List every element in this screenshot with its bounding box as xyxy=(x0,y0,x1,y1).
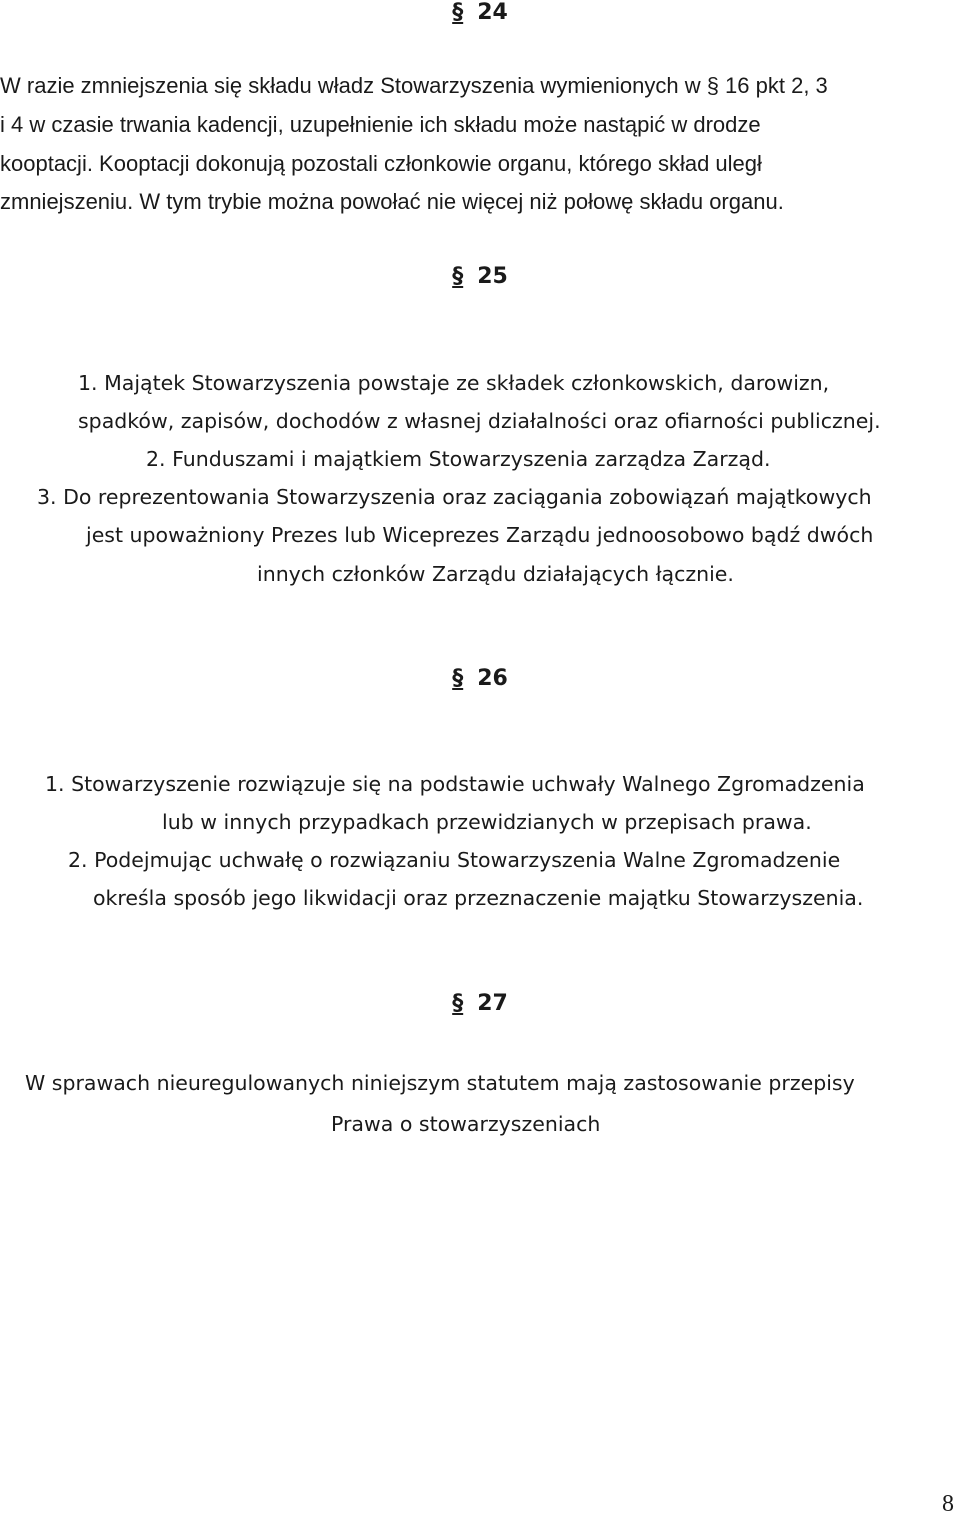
section-sign: § xyxy=(452,264,464,289)
section-heading-26 xyxy=(0,666,960,692)
list-item-line: określa sposób jego likwidacji oraz przeznaczenie majątku Stowarzyszenia. xyxy=(93,886,864,910)
section-sign: § xyxy=(452,0,464,25)
section-number: 25 xyxy=(477,264,508,289)
list-item-line: 1. Majątek Stowarzyszenia powstaje ze składek członkowskich, darowizn, xyxy=(78,371,830,395)
list-item-line: lub w innych przypadkach przewidzianych w przepisach prawa. xyxy=(162,810,812,834)
section-number: 24 xyxy=(477,0,508,25)
page-number: 8 xyxy=(942,1491,954,1517)
paragraph-line: W razie zmniejszenia się składu władz Stowarzyszenia wymienionych w § 16 pkt 2, 3 xyxy=(0,73,828,98)
list-item-line: spadków, zapisów, dochodów z własnej działalności oraz ofiarności publicznej. xyxy=(78,409,881,433)
paragraph-line: kooptacji. Kooptacji dokonują pozostali członkowie organu, którego skład uległ xyxy=(0,151,762,176)
list-item-line: 1. Stowarzyszenie rozwiązuje się na podstawie uchwały Walnego Zgromadzenia xyxy=(45,772,865,796)
section-sign: § xyxy=(452,666,464,691)
list-item-line: 3. Do reprezentowania Stowarzyszenia oraz zaciągania zobowiązań majątkowych xyxy=(37,485,872,509)
paragraph-line: i 4 w czasie trwania kadencji, uzupełnienie ich składu może nastąpić w drodze xyxy=(0,112,761,137)
section-number: 27 xyxy=(477,991,508,1016)
section-heading-25 xyxy=(0,264,960,290)
section-number: 26 xyxy=(477,666,508,691)
list-item-line: 2. Funduszami i majątkiem Stowarzyszenia zarządza Zarząd. xyxy=(146,447,771,471)
paragraph-line: zmniejszeniu. W tym trybie można powołać nie więcej niż połowę składu organu. xyxy=(0,189,784,214)
section-sign: § xyxy=(452,991,464,1016)
list-item-line: jest upoważniony Prezes lub Wiceprezes Zarządu jednoosobowo bądź dwóch xyxy=(86,523,874,547)
section-heading-24 xyxy=(0,0,960,26)
section-heading-27 xyxy=(0,991,960,1017)
list-item-line: 2. Podejmując uchwałę o rozwiązaniu Stowarzyszenia Walne Zgromadzenie xyxy=(68,848,841,872)
paragraph-line: Prawa o stowarzyszeniach xyxy=(331,1112,601,1136)
list-item-line: innych członków Zarządu działających łącznie. xyxy=(257,562,734,586)
paragraph-line: W sprawach nieuregulowanych niniejszym statutem mają zastosowanie przepisy xyxy=(25,1071,855,1095)
